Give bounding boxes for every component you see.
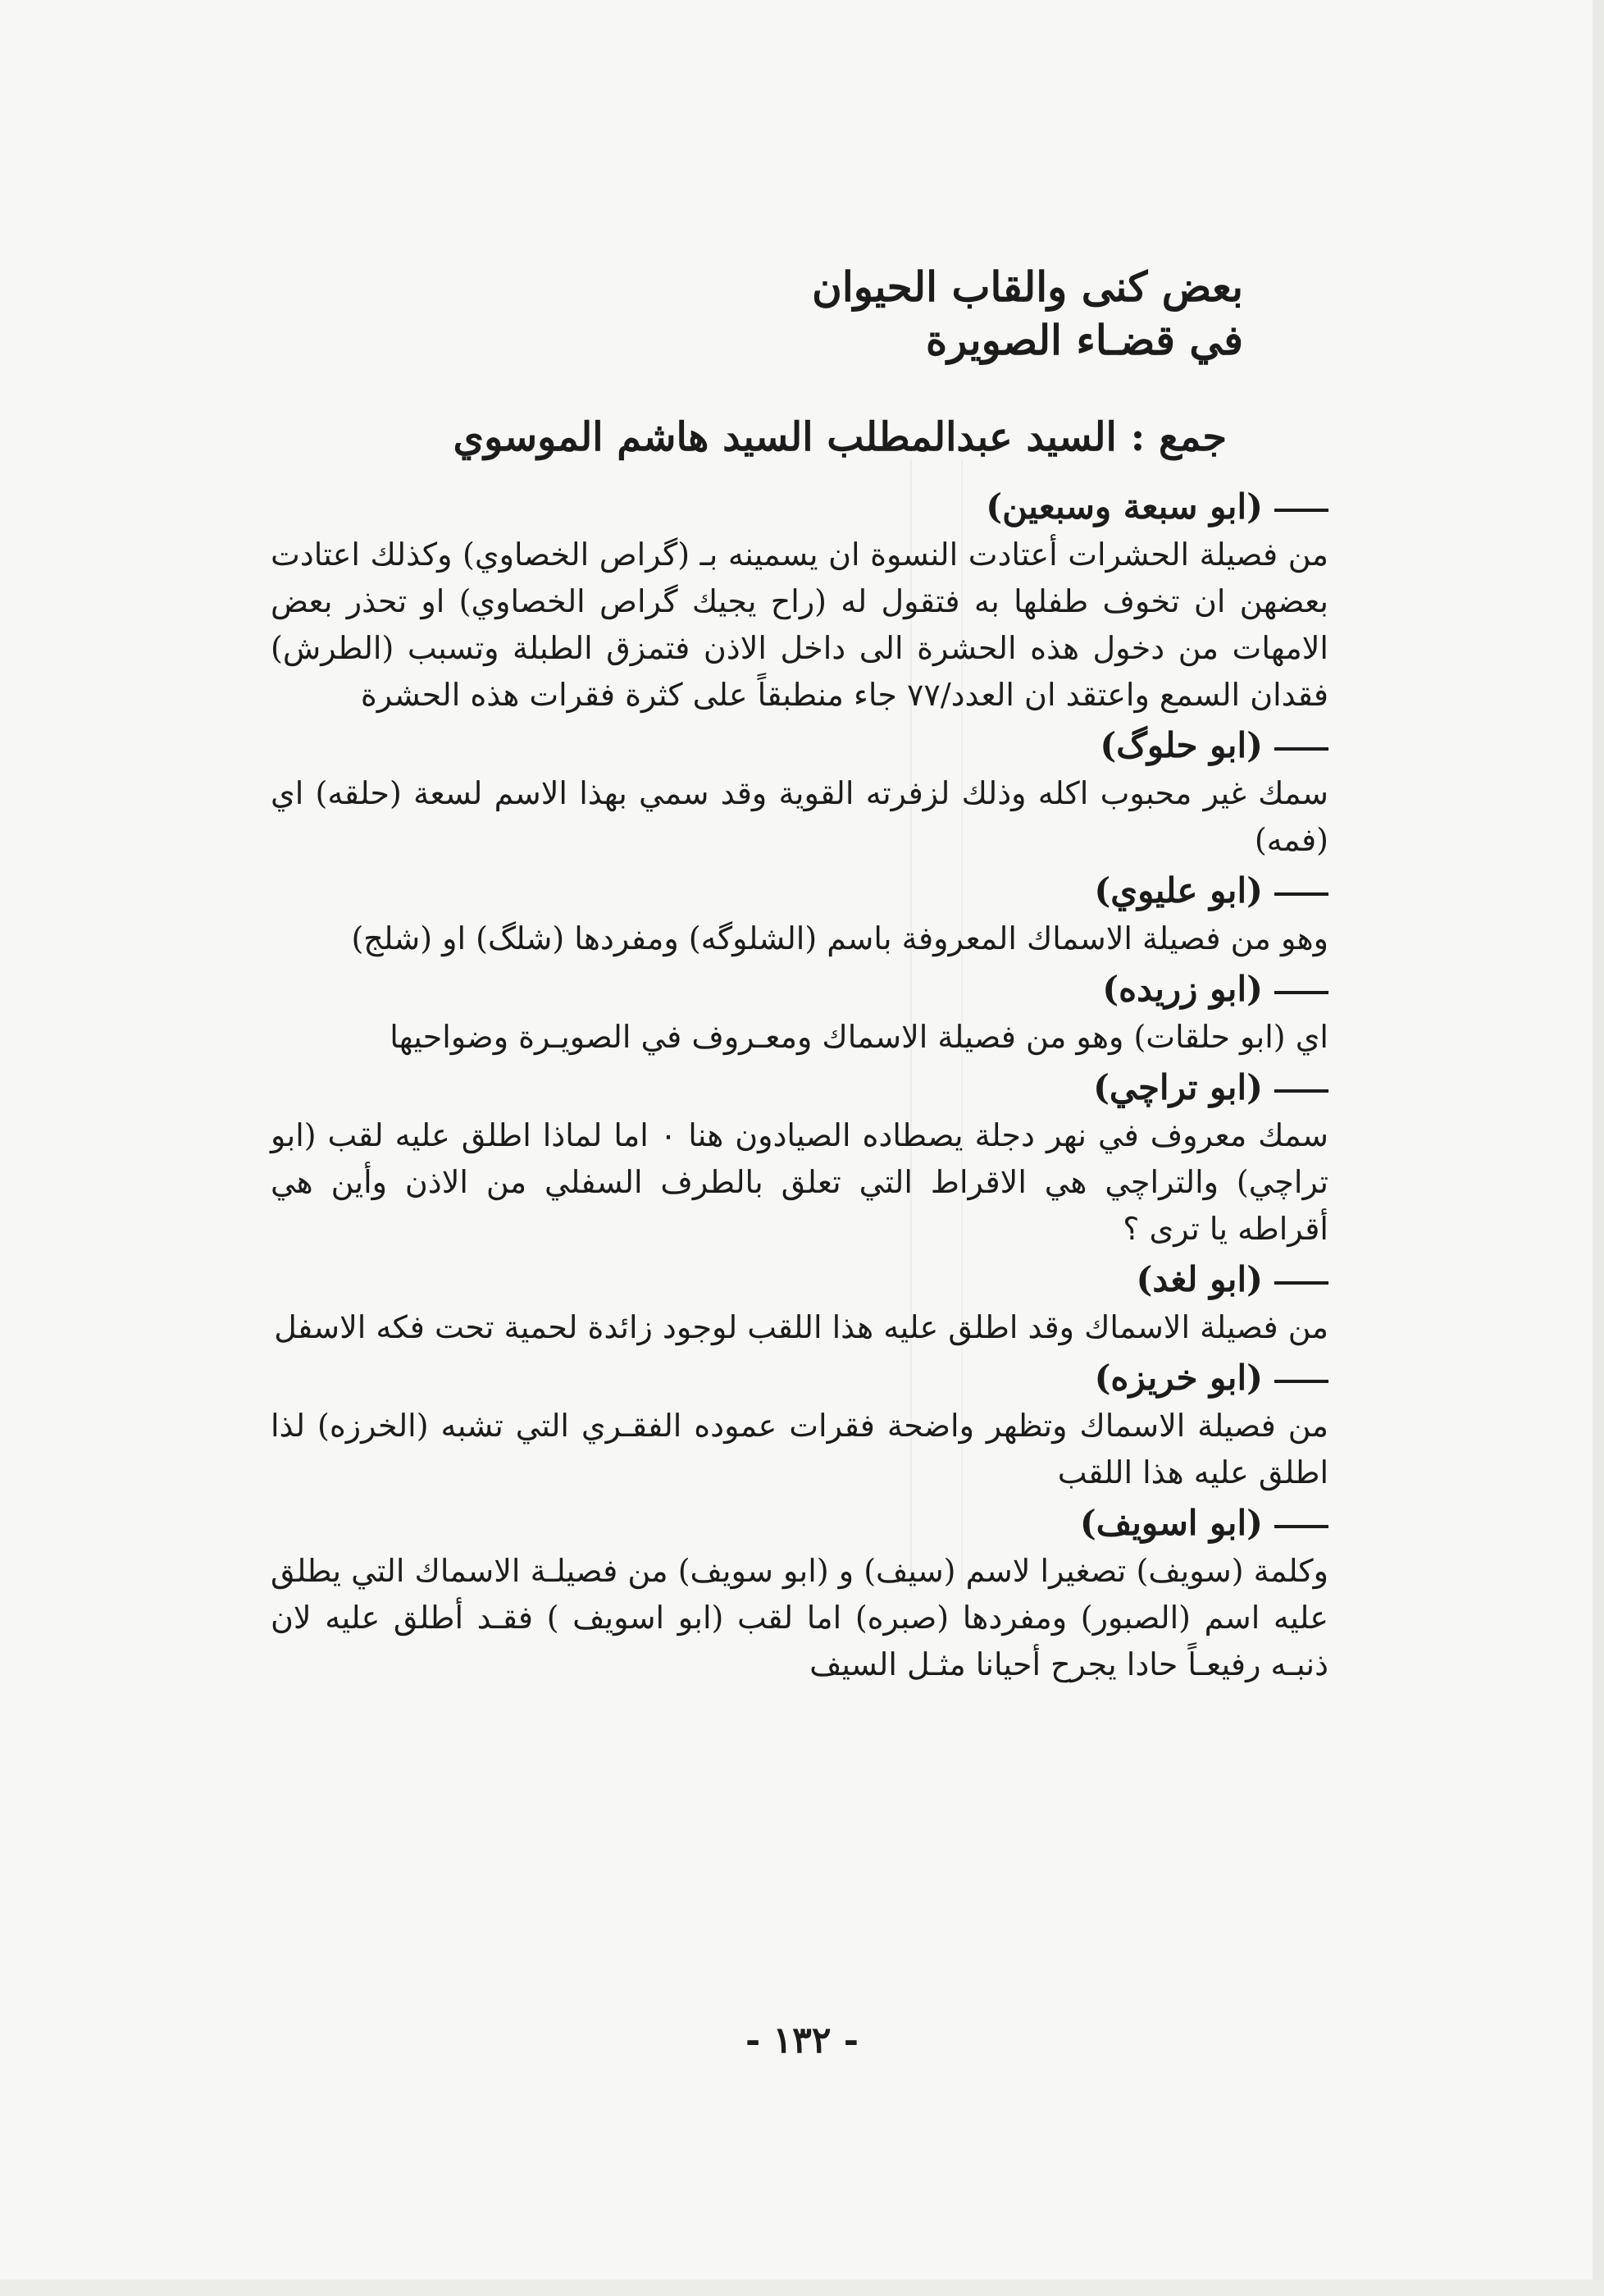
entry [271, 866, 1328, 962]
dash-marker [1274, 1089, 1328, 1093]
entry-heading [271, 1255, 1328, 1304]
dash-marker [1274, 509, 1328, 512]
entry-body: من فصيلة الحشرات أعتادت النسوة ان يسمينه بـ (گراص الخصاوي) وكذلك اعتادت بعضهن ان تخوف طفلها به فتقول له (راح يجيك گراص الخصاوي) او تحذر بعض الامهات من دخول هذه الحشرة الى داخل الاذن فتمزق الطبلة وتسبب (الطرش) فقدان السمع واعتقد ان العدد/٧٧ جاء منطبقاً على كثرة فقرات هذه الحشرة [271, 536, 1328, 713]
entry-heading [271, 1353, 1328, 1403]
page-number: - ١٣٢ - [745, 2020, 859, 2061]
entry-body: من فصيلة الاسماك وتظهر واضحة فقرات عموده الفقـري التي تشبه (الخرزه) لذا اطلق عليه هذا اللقب [271, 1408, 1328, 1490]
entry-heading-text: (ابو اسويف) [1079, 1503, 1263, 1543]
dash-marker [1274, 1380, 1328, 1383]
entry-heading-text: (ابو لغد) [1136, 1259, 1263, 1299]
entry [271, 1499, 1328, 1688]
entry-heading [271, 1063, 1328, 1112]
entry-body: سمك معروف في نهر دجلة يصطاده الصيادون هنا ٠ اما لماذا اطلق عليه لقب (ابو تراچي) والتراچي هي الاقراط التي تعلق بالطرف السفلي من الاذن وأين هي أقراطه يا ترى ؟ [271, 1117, 1328, 1247]
entry-heading [271, 965, 1328, 1014]
entry [271, 482, 1328, 719]
entry-heading-text: (ابو عليوي) [1094, 870, 1263, 911]
entry-heading-text: (ابو سبعة وسبعين) [986, 486, 1263, 527]
entry-body: سمك غير محبوب اكله وذلك لزفرته القوية وقد سمي بهذا الاسم لسعة (حلقه) اي (فمه) [271, 775, 1328, 858]
compiler-credit: جمع : السيد عبدالمطلب السيد هاشم الموسوي [453, 414, 1227, 460]
dash-marker [1274, 1525, 1328, 1528]
entry-heading [271, 866, 1328, 915]
entry [271, 965, 1328, 1061]
entry-body: اي (ابو حلقات) وهو من فصيلة الاسماك ومعـروف في الصويـرة وضواحيها [390, 1019, 1328, 1055]
entry-body: من فصيلة الاسماك وقد اطلق عليه هذا اللقب لوجود زائدة لحمية تحت فكه الاسفل [274, 1309, 1328, 1345]
entries-list [271, 482, 1328, 1691]
dash-marker [1274, 892, 1328, 896]
entry-heading [271, 1499, 1328, 1548]
entry-heading [271, 721, 1328, 770]
entry-body: وكلمة (سويف) تصغيرا لاسم (سيف) و (ابو سويف) من فصيلـة الاسماك التي يطلق عليه اسم (الصبور) ومفردها (صبره) اما لقب (ابو اسويف ) فقـد أطلق عليه لان ذنبـه رفيعـاً حادا يجرح أحيانا مثـل السيف [271, 1553, 1328, 1682]
dash-marker [1274, 991, 1328, 994]
entry-heading-text: (ابو زريده) [1102, 969, 1263, 1009]
entry [271, 1063, 1328, 1253]
page-bottom-shadow [0, 2280, 1604, 2296]
entry [271, 721, 1328, 864]
page-edge-shadow [1593, 0, 1604, 2296]
dash-marker [1274, 1281, 1328, 1285]
entry-heading-text: (ابو تراچي) [1093, 1067, 1263, 1107]
article-title-line-1: بعض كنى والقاب الحيوان [812, 262, 1243, 311]
article-title-line-2: في قضـاء الصويرة [925, 316, 1243, 364]
entry [271, 1353, 1328, 1496]
entry-heading-text: (ابو حلوگ) [1100, 725, 1263, 765]
entry-heading-text: (ابو خريزه) [1094, 1358, 1263, 1398]
entry-body: وهو من فصيلة الاسماك المعروفة باسم (الشلوگه) ومفردها (شلگ) او (شلج) [351, 920, 1328, 956]
entry-heading [271, 482, 1328, 532]
entry [271, 1255, 1328, 1351]
dash-marker [1274, 747, 1328, 751]
